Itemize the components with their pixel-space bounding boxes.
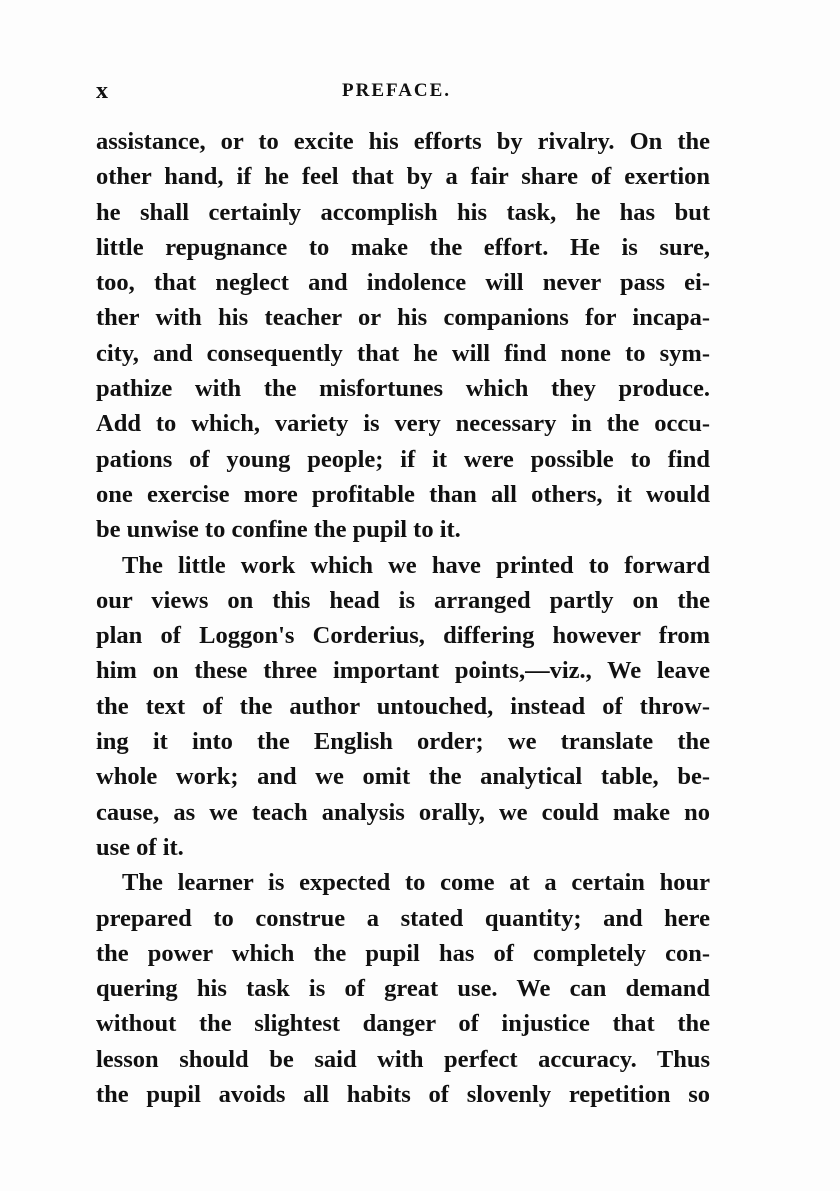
text-line: lesson should be said with perfect accuracy. Thus	[96, 1045, 710, 1073]
text-line: without the slightest danger of injustice that the	[96, 1010, 710, 1038]
text-line: Add to which, variety is very necessary in the occu-	[96, 410, 710, 438]
page-header	[96, 78, 710, 108]
text-line: plan of Loggon's Corderius, differing however from	[96, 622, 710, 650]
text-line: quering his task is of great use. We can demand	[96, 975, 710, 1003]
text-line: too, that neglect and indolence will never pass ei-	[96, 269, 710, 297]
text-line: little repugnance to make the effort. He is sure,	[96, 233, 710, 261]
text-line: other hand, if he feel that by a fair share of exertion	[96, 163, 710, 191]
text-line: the pupil avoids all habits of slovenly repetition so	[96, 1081, 710, 1109]
text-line: city, and consequently that he will find none to sym-	[96, 339, 710, 367]
text-line: pathize with the misfortunes which they produce.	[96, 375, 710, 403]
text-line: the power which the pupil has of completely con-	[96, 939, 710, 967]
text-line: our views on this head is arranged partly on the	[96, 586, 710, 614]
text-line: use of it.	[96, 833, 184, 861]
text-line: whole work; and we omit the analytical table, be-	[96, 763, 710, 791]
text-line: The learner is expected to come at a certain hour	[122, 869, 710, 897]
running-title: PREFACE.	[342, 80, 452, 101]
body-text	[96, 124, 710, 1112]
text-line: be unwise to confine the pupil to it.	[96, 516, 461, 544]
text-line: him on these three important points,—viz., We leave	[96, 657, 710, 685]
text-line: prepared to construe a stated quantity; and here	[96, 904, 710, 932]
page-number: x	[96, 78, 108, 104]
text-line: cause, as we teach analysis orally, we could make no	[96, 798, 710, 826]
paragraph-1	[96, 124, 710, 548]
paragraph-2	[96, 548, 710, 866]
text-line: one exercise more profitable than all others, it would	[96, 480, 710, 508]
text-line: he shall certainly accomplish his task, he has but	[96, 198, 710, 226]
paragraph-3	[96, 865, 710, 1112]
text-line: ing it into the English order; we translate the	[96, 728, 710, 756]
text-line: the text of the author untouched, instead of throw-	[96, 692, 710, 720]
text-line: The little work which we have printed to forward	[122, 551, 710, 579]
text-line: ther with his teacher or his companions for incapa-	[96, 304, 710, 332]
text-line: pations of young people; if it were possible to find	[96, 445, 710, 473]
text-line: assistance, or to excite his efforts by rivalry. On the	[96, 128, 710, 155]
